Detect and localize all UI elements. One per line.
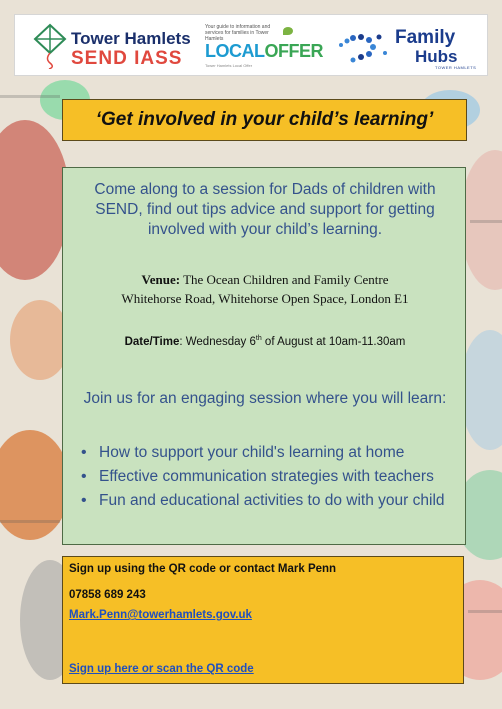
contact-email-link[interactable]: Mark.Penn@towerhamlets.gov.uk: [69, 609, 252, 621]
list-item: • Fun and educational activities to do with your child: [81, 490, 451, 512]
family-hubs-line1: Family: [395, 27, 456, 48]
local-offer-logo: [205, 24, 323, 71]
local-word: LOCAL: [205, 41, 265, 61]
iass-logo-line2: SEND IASS: [71, 48, 183, 69]
contact-phone: 07858 689 243: [69, 589, 146, 601]
family-hubs-line2: Hubs: [415, 47, 458, 66]
send-iass-logo: [33, 23, 208, 69]
venue-line-1: [63, 270, 466, 289]
logo-header: [14, 14, 488, 76]
family-hubs-logo: [335, 23, 485, 69]
local-offer-tagline: Your guide to information and services for families in Tower Hamlets: [205, 24, 271, 42]
local-offer-footer: Tower Hamlets Local Offer: [205, 63, 253, 68]
title-banner: [62, 99, 467, 141]
date-suffix: th: [255, 335, 262, 343]
date-label: Date/Time: [124, 336, 180, 348]
learning-points-list: [81, 442, 451, 514]
list-item: • How to support your child's learning at home: [81, 442, 451, 464]
family-hubs-dots-icon: [335, 27, 393, 67]
intro-text: Come along to a session for Dads of children with SEND, find out tips advice and support for getting involved with your child’s learning.: [94, 181, 436, 238]
collage-line: [470, 220, 502, 223]
list-item: • Effective communication strategies with teachers: [81, 466, 451, 488]
venue-label: Venue:: [141, 272, 181, 287]
collage-line: [0, 95, 60, 98]
collage-line: [0, 520, 60, 523]
offer-word: OFFER: [264, 41, 323, 61]
collage-line: [468, 610, 502, 613]
venue-address: Whitehorse Road, Whitehorse Open Space, London E1: [121, 291, 409, 306]
family-hubs-line3: TOWER HAMLETS: [435, 65, 477, 70]
venue-name: The Ocean Children and Family Centre: [183, 272, 389, 287]
collage-shape: [0, 120, 70, 280]
date-pre: : Wednesday 6: [179, 336, 256, 348]
leaf-icon: [283, 27, 293, 35]
venue-block: [63, 270, 466, 308]
iass-logo-line1: Tower Hamlets: [71, 29, 191, 48]
collage-shape: [10, 300, 70, 380]
date-post: of August at 10am-11.30am: [261, 336, 406, 348]
collage-shape: [0, 430, 70, 540]
kite-icon: [33, 23, 67, 69]
local-offer-wordmark: [205, 41, 323, 62]
signup-panel: [62, 556, 464, 684]
date-time: [63, 336, 466, 348]
collage-shape: [460, 330, 502, 450]
session-info-panel: [62, 167, 466, 545]
signup-link[interactable]: Sign up here or scan the QR code: [69, 663, 254, 675]
join-text: Join us for an engaging session where you will learn:: [83, 390, 447, 407]
signup-heading: Sign up using the QR code or contact Mark Penn: [69, 563, 337, 575]
page-title: ‘Get involved in your child’s learning’: [95, 109, 434, 130]
